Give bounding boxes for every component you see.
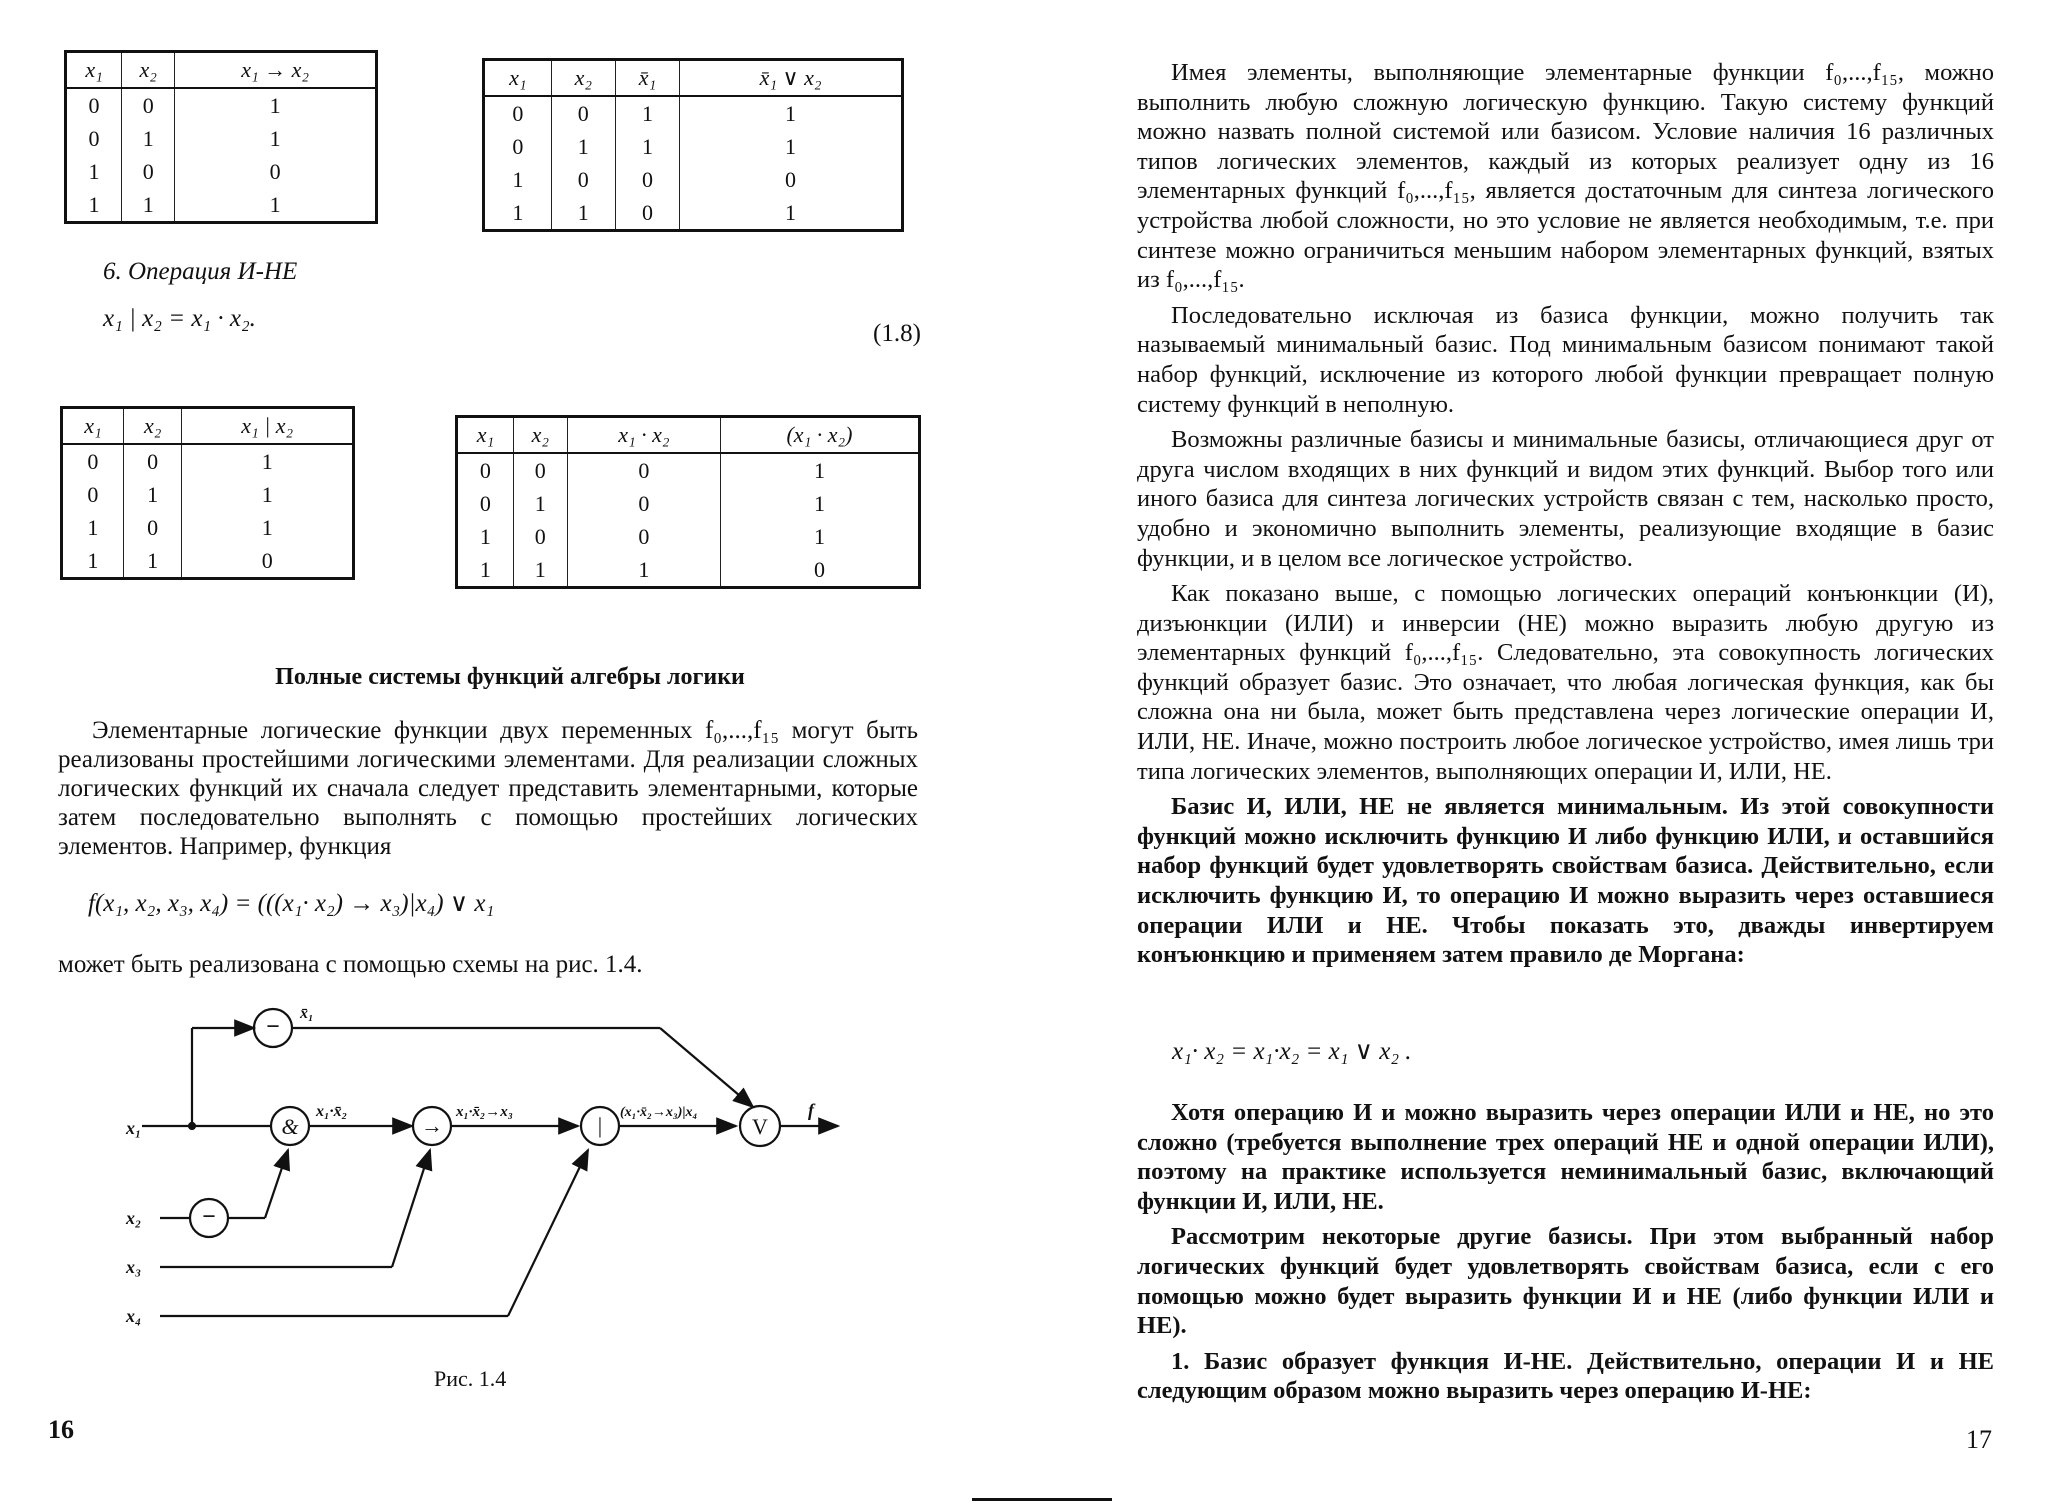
table-cell: 1 [551,196,615,231]
right-text-column-lower [1137,1098,1994,1406]
equation-number: (1.8) [873,320,921,347]
table-header-cell: x₂ [123,408,182,445]
truth-table-and-not [455,415,921,589]
table-header-cell: x₁ · x₂ [567,417,720,454]
paragraph-minimal-basis: Последовательно исключая из базиса функции, можно получить так называемый минимальный базис. Под минимальным базисом понимают такой набор функций, исключение из которого любой функции превращает полную систему функций в неполную. [1137,301,1994,418]
table-cell: 1 [261,481,273,507]
table-cell: 0 [551,163,615,196]
paragraph-text: может быть реализована с помощью схемы на рис. 1.4. [58,951,643,978]
paragraph-text: Элементарные логические функции двух переменных f₀,...,f₁₅ могут быть реализованы простейшими логическими элементами. Для реализации сложных логических функций их сначала следует представить элементарными, которые затем последовательно выполнять с помощью простейших логических элементов. Например, функция [58,717,918,860]
wire-x4-diag [508,1150,588,1316]
table-cell: 1 [785,199,797,225]
table-cell: 0 [567,453,720,487]
table-header-cell: x̄₁ [615,60,679,97]
table-cell: 0 [62,478,124,511]
input-label-x2: x₂ [126,1208,142,1228]
paragraph-and-or-not: Как показано выше, с помощью логических операций конъюнкции (И), дизъюнкции (ИЛИ) и инверсии (НЕ) можно выразить любую другую из элементарных функций f₀,...,f₁₅. Следовательно, эта совокупность логических функций образует базис. Это означает, что любая логическая функция, как бы сложна она ни была, может быть представлена через логические операции И, ИЛИ, НЕ. Иначе, можно построить любое логическое устройство, имея лишь три типа логических элементов, выполняющих операции И, ИЛИ, НЕ. [1137,580,1994,785]
table-cell: 1 [269,92,281,118]
table-row [66,88,377,122]
table-header-cell: x₂ [551,60,615,97]
table-cell: 1 [261,514,273,540]
table-cell: 1 [615,130,679,163]
table-cell: 0 [551,96,615,130]
table-header-row [484,60,903,97]
table-cell: 0 [813,556,825,582]
table-row [457,487,920,520]
paragraph-not-minimal: Базис И, ИЛИ, НЕ не является минимальным. Из этой совокупности функций можно исключить функцию И либо функцию ИЛИ, и оставшийся набор функций будет удовлетворять свойствам базиса. Действительно, если исключить функцию И, то операцию И можно выразить через оставшиеся операции ИЛИ и НЕ. Чтобы показать это, дважды инвертируем конъюнкцию и применяем затем правило де Моргана: [1137,793,1994,969]
truth-table-implication [64,50,378,224]
table-cell: 1 [813,457,825,483]
right-text-column [1137,58,1994,970]
table-cell: 0 [484,96,552,130]
table-header-row [62,408,354,445]
table-cell: 1 [123,544,182,579]
table-header-cell: x₁ → x₂ [175,52,377,89]
table-cell: 0 [123,444,182,478]
table-cell: 1 [513,553,567,588]
table-cell: 1 [615,96,679,130]
table-header-cell: x₂ [122,52,175,89]
table-cell: 0 [269,158,281,184]
paragraph-non-minimal-basis: Хотя операцию И и можно выразить через операции ИЛИ и НЕ, но это сложно (требуется выполнение трех операций НЕ и одной операции ИЛИ), поэтому на практике используется неминимальный базис, включающий функции И, ИЛИ, НЕ. [1137,1099,1994,1215]
table-cell: 1 [457,553,514,588]
nand-gate-symbol: | [597,1113,603,1138]
table-cell: 0 [567,520,720,553]
table-cell: 1 [457,520,514,553]
implication-gate-symbol: → [421,1113,443,1138]
junction-dot [189,1123,195,1129]
paragraph-nand-basis: 1. Базис образует функция И-НЕ. Действительно, операции И и НЕ следующим образом можно выразить через операцию И-НЕ: [1137,1347,1994,1405]
table-cell: 0 [615,196,679,231]
wire-label-nand: (x₁·x̄₂→x₃)|x₄ [620,1105,698,1120]
table-row [457,553,920,588]
wire-notx2-diag [265,1150,288,1218]
bottom-rule [972,1498,1112,1501]
table-row [484,96,903,130]
wire-label-implication: x₁·x̄₂→x₃ [456,1104,513,1120]
input-label-x4: x₄ [126,1306,142,1326]
table-cell: 0 [261,547,273,573]
table-cell: 1 [269,125,281,151]
table-cell: 1 [513,487,567,520]
table-cell: 1 [269,191,281,217]
table-header-cell: x₁ [457,417,514,454]
table-cell: 1 [567,553,720,588]
de-morgan-formula: x₁· x₂ = x₁·x₂ = x₁ ∨ x₂ . [1172,1038,1412,1065]
table-cell: 1 [484,196,552,231]
operation-title: 6. Операция И-НЕ [103,258,298,285]
page-number-left: 16 [48,1415,74,1444]
table-header-cell: (x₁ · x₂) [720,417,919,454]
truth-table-nand [60,406,355,580]
wire-label-not-x1: x̄₁ [300,1005,314,1022]
table-header-row [66,52,377,89]
table-row [62,478,354,511]
table-cell: 0 [457,453,514,487]
table-header-cell: x₂ [513,417,567,454]
table-cell: 1 [122,188,175,223]
figure-caption: Рис. 1.4 [434,1366,507,1391]
table-cell: 0 [66,122,122,155]
table-cell: 1 [813,490,825,516]
wire-label-and: x₁·x̄₂ [316,1103,348,1120]
table-cell: 1 [123,478,182,511]
table-cell: 1 [62,511,124,544]
input-label-x3: x₃ [126,1257,142,1277]
table-cell: 1 [551,130,615,163]
table-row [484,130,903,163]
wire-x3-diag [392,1150,430,1267]
table-row [62,444,354,478]
table-row [62,544,354,579]
paragraph-intro [58,716,918,861]
paragraph-various-bases: Возможны различные базисы и минимальные базисы, отличающиеся друг от друга числом входящих в них функций и видом этих функций. Выбор того или иного базиса для синтеза логических устройств связан с тем, насколько просто, удобно и экономично выполнить элементы, реализующие входящие в базис функции, и в целом все логическое устройство. [1137,426,1994,572]
or-gate-symbol: V [752,1114,768,1139]
paragraph-other-bases: Рассмотрим некоторые другие базисы. При этом выбранный набор логических функций будет удовлетворять свойствам базиса, если с его помощью можно будет выразить функции И и НЕ (либо функции ИЛИ и НЕ). [1137,1223,1994,1340]
table-cell: 0 [484,130,552,163]
table-cell: 1 [484,163,552,196]
input-label-x1: x₁ [126,1118,142,1138]
table-header-cell: x₁ [484,60,552,97]
paragraph-full-system: Имея элементы, выполняющие элементарные функции f₀,...,f₁₅, можно выполнить любую сложную логическую функцию. Такую систему функций можно назвать полной системой или базисом. Условие наличия 16 различных типов логических элементов, каждый из которых реализует одну из 16 элементарных функций f₀,...,f₁₅, является достаточным для синтеза логического устройства любой сложности, но это условие не является необходимым, т.е. при синтезе можно ограничиться меньшим набором элементарных функций, взятых из f₀,...,f₁₅. [1137,59,1994,294]
table-cell: 1 [62,544,124,579]
operation-formula: x₁ | x₂ = x₁ · x₂. [103,305,256,332]
table-cell: 0 [457,487,514,520]
table-header-cell: x₁ [62,408,124,445]
table-cell: 1 [261,448,273,474]
table-row [457,520,920,553]
not-gate-x2-symbol: − [202,1204,216,1230]
paragraph-scheme-ref [58,950,918,979]
table-row [66,155,377,188]
table-row [66,122,377,155]
table-cell: 1 [66,155,122,188]
table-header-cell: x̄₁ ∨ x₂ [680,60,903,97]
table-row [484,163,903,196]
truth-table-disjunction [482,58,904,232]
output-label-f: f [808,1100,814,1120]
logic-circuit-diagram [120,990,850,1360]
table-cell: 0 [513,453,567,487]
table-row [62,511,354,544]
table-cell: 0 [513,520,567,553]
table-cell: 1 [66,188,122,223]
table-cell: 0 [567,487,720,520]
table-cell: 0 [123,511,182,544]
table-cell: 1 [785,133,797,159]
table-header-cell: x₁ | x₂ [182,408,354,445]
table-cell: 1 [122,122,175,155]
table-header-row [457,417,920,454]
table-row [457,453,920,487]
table-cell: 0 [615,163,679,196]
table-row [484,196,903,231]
wire-notx1-diag [660,1028,753,1107]
table-cell: 0 [122,155,175,188]
table-cell: 0 [66,88,122,122]
page-number-right: 17 [1966,1425,1992,1454]
table-cell: 1 [785,100,797,126]
left-page [0,0,1000,1507]
not-gate-symbol: − [266,1014,280,1040]
table-header-cell: x₁ [66,52,122,89]
function-formula: f(x₁, x₂, x₃, x₄) = (((x₁· x₂) → x₃)|x₄) ∨ x₁ [88,890,495,917]
section-title: Полные системы функций алгебры логики [275,664,745,690]
table-cell: 0 [122,88,175,122]
table-cell: 1 [813,523,825,549]
table-row [66,188,377,223]
table-cell: 0 [785,166,797,192]
and-gate-symbol: & [281,1114,299,1139]
table-cell: 0 [62,444,124,478]
